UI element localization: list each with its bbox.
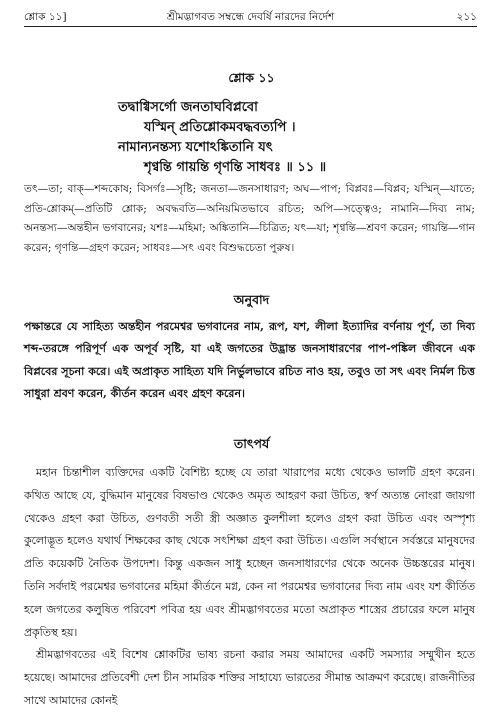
- header-title: শ্রীমদ্ভাগবত সম্বন্ধে দেবর্ষি নারদের নির্দেশ: [166, 11, 335, 23]
- verse-line: নামান্যনন্তস্য যশোঽঙ্কিতানি যৎ: [118, 140, 273, 155]
- verse-line: তদ্বাগ্বিসর্গো জনতাঘবিপ্লবো: [118, 100, 258, 115]
- header-verse-ref: শ্লোক ১১]: [24, 11, 67, 23]
- verse-line: শৃণ্বন্তি গায়ন্তি গৃণন্তি সাধবঃ ॥ ১১ ॥: [144, 160, 327, 175]
- synonyms-text: তৎ—তা; বাক্—শব্দকোষ; বিসর্গঃ—সৃষ্টি; জনতা—জনসাধারণ; অঘ—পাপ; বিপ্লবঃ—বিপ্লব; যস্মিন্—যাতে; প্রতি-শ্লোকম্—প্রতিটি শ্লোক; অবদ্ধবতি—অনিয়মিতভাবে রচিত; অপি—সত্ত্বেও; নামানি—দিব্য নাম; অনন্তস্য—অন্তহীন ভগবানের; যশঃ—মহিমা; অঙ্কিতানি—চিত্রিত; যৎ—যা; শৃণ্বন্তি—শ্রবণ করেন; গায়ন্তি—গান করেন; গৃণন্তি—গ্রহণ করেন; সাধবঃ—সৎ এবং বিশুদ্ধচেতা পুরুষ।: [24, 183, 475, 254]
- verse-label: শ্লোক ১১: [228, 70, 275, 85]
- purport-paragraph: শ্রীমদ্ভাগবতের এই বিশেষ শ্লোকটির ভাষ্য রচনা করার সময় আমাদের একটি সমস্যার সম্মুখীন হতে হয়েছে। আমাদের প্রতিবেশী দেশ চীন সামরিক শক্তির সাহায্যে ভারতের সীমান্ত আক্রমণ করেছে। রাজনীতির সাথে আমাদের কোনই: [24, 648, 475, 707]
- verse-line: যস্মিন্ প্রতিশ্লোকমবদ্ধবত্যপি ।: [144, 120, 296, 135]
- purport-text: [24, 462, 475, 713]
- translation-heading: অনুবাদ: [233, 292, 270, 307]
- page-number: ২১১: [456, 11, 477, 23]
- translation-text: পক্ষান্তরে যে সাহিত্য অন্তহীন পরমেশ্বর ভগবানের নাম, রূপ, যশ, লীলা ইত্যাদির বর্ণনায় পূর্ণ, তা দিব্য শব্দ-তরঙ্গে পরিপূর্ণ এক অপূর্ব সৃষ্টি, যা এই জগতের উদ্ভ্রান্ত জনসাধারণের পাপ-পঙ্কিল জীবনে এক বিপ্লবের সূচনা করে। এই অপ্রাকৃত সাহিত্য যদি নির্ভুলভাবে রচিত নাও হয়, তবুও তা সৎ এবং নির্মল চিত্ত সাধুরা শ্রবণ করেন, কীর্তন করেন এবং গ্রহণ করেন।: [24, 320, 475, 400]
- header-divider: [24, 26, 477, 27]
- purport-heading: তাৎপর্য: [233, 436, 270, 451]
- purport-paragraph: মহান চিন্তাশীল ব্যক্তিদের একটি বৈশিষ্ট্য হচ্ছে যে তারা খারাপের মধ্যে থেকেও ভালটি গ্রহণ করেন। কথিত আছে যে, বুদ্ধিমান মানুষের বিষভাণ্ড থেকেও অমৃত আহরণ করা উচিত, স্বর্ণ অত্যন্ত নোংরা জায়গা থেকেও গ্রহণ করা উচিত, গুণবতী সতী স্ত্রী অজ্ঞাত কুলশীলা হলেও গ্রহণ করা উচিত এবং অস্পৃশ্য কুলোদ্ভূত হলেও যথার্থ শিক্ষকের কাছ থেকে সৎশিক্ষা গ্রহণ করা উচিত। এগুলি সর্বস্থানে সর্বস্তরে মানুষদের প্রতি কয়েকটি নৈতিক উপদেশ। কিন্তু একজন সাধু হচ্ছেন জনসাধারণের থেকে অনেক উচ্চস্তরের মানুষ। তিনি সর্বদাই পরমেশ্বর ভগবানের মহিমা কীর্তনে মগ্ন, কেন না পরমেশ্বর ভগবানের দিব্য নাম এবং যশ কীর্তিত হলে জগতের কলুষিত পরিবেশ পবিত্র হয় এবং শ্রীমদ্ভাগবতের মতো অপ্রাকৃত শাস্ত্রের প্রচারের ফলে মানুষ প্রকৃতিস্থ হয়।: [24, 466, 475, 639]
- running-header: [24, 6, 477, 28]
